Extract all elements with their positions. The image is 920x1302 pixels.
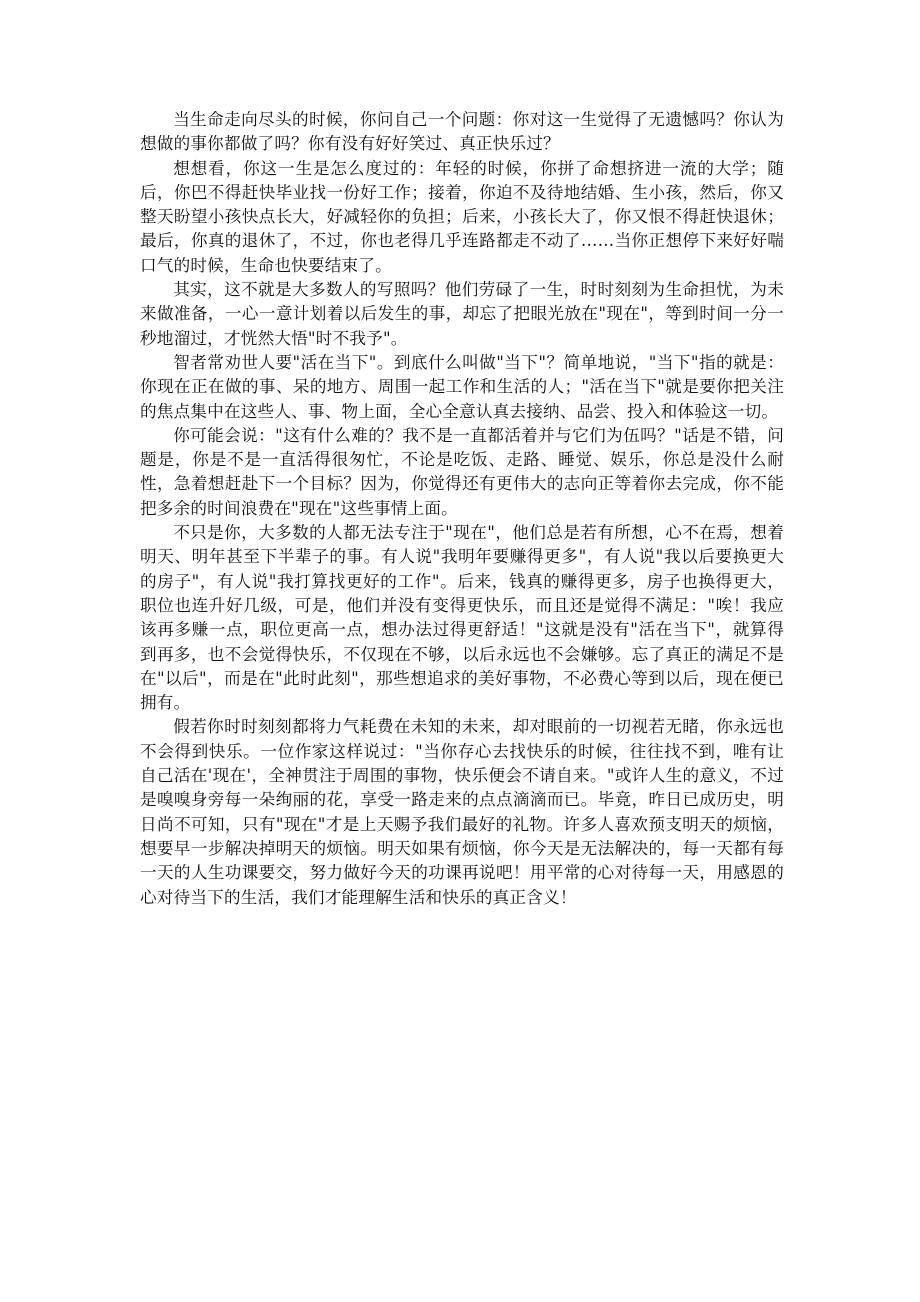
paragraph-5: 你可能会说："这有什么难的？我不是一直都活着并与它们为伍吗？"话是不错，问题是，你是不是一直活得很匆忙，不论是吃饭、走路、睡觉、娱乐，你总是没什么耐性，急着想赶赴下一个目标？因为，你觉得还有更伟大的志向正等着你去完成，你不能把多余的时间浪费在"现在"这些事情上面。 bbox=[140, 425, 784, 518]
paragraph-7: 假若你时时刻刻都将力气耗费在未知的未来，却对眼前的一切视若无睹，你永远也不会得到快乐。一位作家这样说过："当你存心去找快乐的时候，往往找不到，唯有让自己活在'现在'，全神贯注于周围的事物，快乐便会不请自来。"或许人生的意义，不过是嗅嗅身旁每一朵绚丽的花，享受一路走来的点点滴滴而已。毕竟，昨日已成历史，明日尚不可知，只有"现在"才是上天赐予我们最好的礼物。许多人喜欢预支明天的烦恼，想要早一步解决掉明天的烦恼。明天如果有烦恼，你今天是无法解决的，每一天都有每一天的人生功课要交，努力做好今天的功课再说吧！用平常的心对待每一天，用感恩的心对待当下的生活，我们才能理解生活和快乐的真正含义！ bbox=[140, 717, 784, 907]
paragraph-2: 想想看，你这一生是怎么度过的：年轻的时候，你拼了命想挤进一流的大学；随后，你巴不得赶快毕业找一份好工作；接着，你迫不及待地结婚、生小孩，然后，你又整天盼望小孩快点长大，好减轻你的负担；后来，小孩长大了，你又恨不得赶快退休；最后，你真的退休了，不过，你也老得几乎连路都走不动了……当你正想停下来好好喘口气的时候，生命也快要结束了。 bbox=[140, 158, 784, 275]
article-body bbox=[140, 108, 784, 910]
paragraph-1: 当生命走向尽头的时候，你问自己一个问题：你对这一生觉得了无遗憾吗？你认为想做的事你都做了吗？你有没有好好笑过、真正快乐过？ bbox=[140, 110, 784, 154]
paragraph-6: 不只是你，大多数的人都无法专注于"现在"，他们总是若有所想，心不在焉，想着明天、明年甚至下半辈子的事。有人说"我明年要赚得更多"，有人说"我以后要换更大的房子"，有人说"我打算找更好的工作"。后来，钱真的赚得更多，房子也换得更大，职位也连升好几级，可是，他们并没有变得更快乐，而且还是觉得不满足："唉！我应该再多赚一点，职位更高一点，想办法过得更舒适！"这就是没有"活在当下"，就算得到再多，也不会觉得快乐，不仅现在不够，以后永远也不会嫌够。忘了真正的满足不是在"以后"，而是在"此时此刻"，那些想追求的美好事物，不必费心等到以后，现在便已拥有。 bbox=[140, 523, 784, 713]
paragraph-3: 其实，这不就是大多数人的写照吗？他们劳碌了一生，时时刻刻为生命担忧，为未来做准备，一心一意计划着以后发生的事，却忘了把眼光放在"现在"，等到时间一分一秒地溜过，才恍然大悟"时不我予"。 bbox=[140, 280, 784, 348]
paragraph-4: 智者常劝世人要"活在当下"。到底什么叫做"当下"？简单地说，"当下"指的就是：你现在正在做的事、呆的地方、周围一起工作和生活的人；"活在当下"就是要你把关注的焦点集中在这些人、事、物上面，全心全意认真去接纳、品尝、投入和体验这一切。 bbox=[140, 352, 784, 421]
